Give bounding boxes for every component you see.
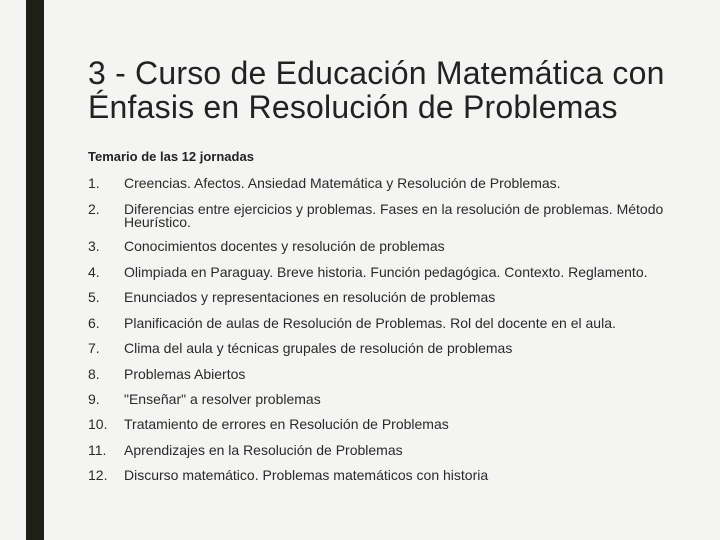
topic-number: 9.	[88, 391, 100, 407]
topic-number: 10.	[88, 416, 108, 432]
topic-number: 4.	[88, 264, 100, 280]
topic-text: Conocimientos docentes y resolución de problemas	[124, 238, 445, 254]
topic-text: Planificación de aulas de Resolución de Problemas. Rol del docente en el aula.	[124, 315, 616, 331]
topic-text: Clima del aula y técnicas grupales de resolución de problemas	[124, 340, 513, 356]
topic-number: 7.	[88, 340, 100, 356]
topic-text: Problemas Abiertos	[124, 366, 246, 382]
topic-text: Creencias. Afectos. Ansiedad Matemática y Resolución de Problemas.	[124, 175, 561, 191]
topic-number: 12.	[88, 467, 108, 483]
topic-text: Discurso matemático. Problemas matemáticos con historia	[124, 467, 489, 483]
topic-text: Enunciados y representaciones en resolución de problemas	[124, 289, 496, 305]
topic-number: 3.	[88, 238, 100, 254]
topic-text: "Enseñar" a resolver problemas	[124, 391, 321, 407]
slide-title: 3 - Curso de Educación Matemática con Énfasis en Resolución de Problemas	[88, 55, 665, 125]
topic-text: Olimpiada en Paraguay. Breve historia. Función pedagógica. Contexto. Reglamento.	[124, 264, 648, 280]
topic-number: 11.	[88, 442, 107, 458]
topic-number: 1.	[88, 175, 100, 191]
topic-text: Diferencias entre ejercicios y problemas. Fases en la resolución de problemas. Método Heurístico.	[124, 201, 664, 230]
left-accent-bar	[26, 0, 44, 540]
topic-number: 6.	[88, 315, 100, 331]
topic-number: 5.	[88, 289, 100, 305]
topic-number: 8.	[88, 366, 100, 382]
slide-subtitle: Temario de las 12 jornadas	[88, 149, 254, 164]
topic-text: Aprendizajes en la Resolución de Problemas	[124, 442, 403, 458]
topic-number: 2.	[88, 201, 100, 217]
topic-text: Tratamiento de errores en Resolución de Problemas	[124, 416, 449, 432]
